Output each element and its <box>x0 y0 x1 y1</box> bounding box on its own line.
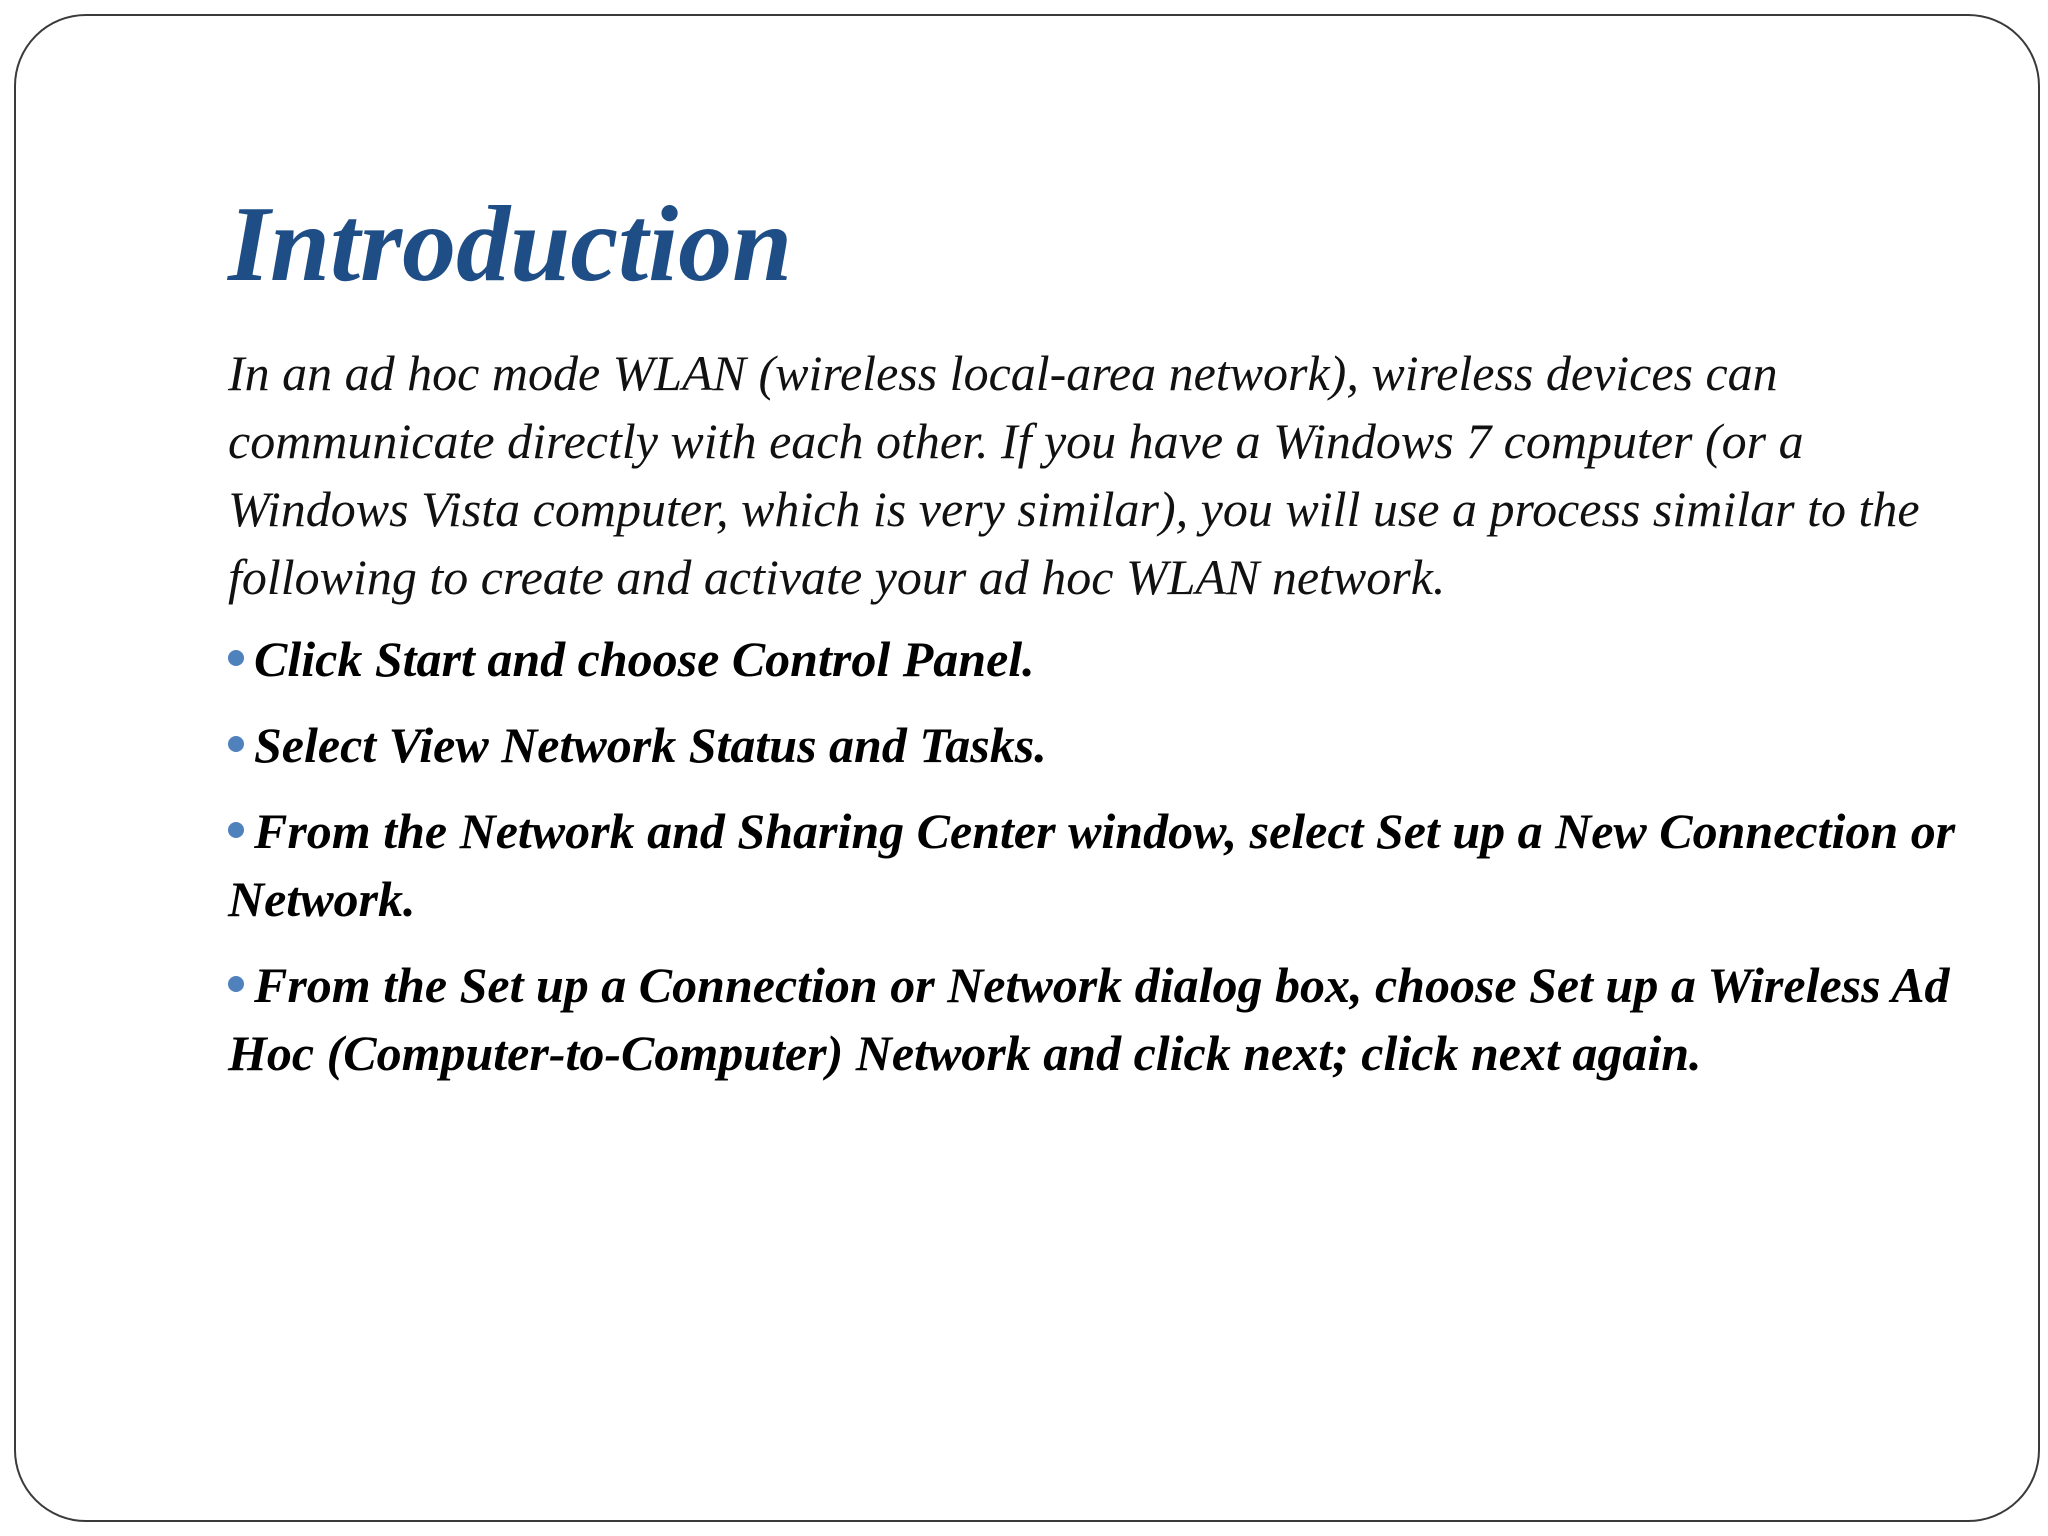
bullet-list <box>228 625 1958 1087</box>
bullet-dot-icon <box>228 650 244 666</box>
bullet-item <box>228 625 1958 693</box>
bullet-dot-icon <box>228 736 244 752</box>
bullet-text: Select View Network Status and Tasks. <box>254 716 1047 773</box>
bullet-item <box>228 951 1958 1087</box>
bullet-item <box>228 797 1958 933</box>
bullet-dot-icon <box>228 976 244 992</box>
slide-content <box>228 185 1956 1105</box>
bullet-text: From the Network and Sharing Center window, select Set up a New Connection or Network. <box>228 802 1956 927</box>
bullet-text: Click Start and choose Control Panel. <box>254 630 1035 687</box>
slide-title: Introduction <box>228 185 793 304</box>
bullet-text: From the Set up a Connection or Network dialog box, choose Set up a Wireless Ad Hoc (Computer-to-Computer) Network and click next; click next again. <box>228 956 1950 1081</box>
bullet-dot-icon <box>228 822 244 838</box>
slide-frame <box>14 14 2040 1522</box>
intro-paragraph: In an ad hoc mode WLAN (wireless local-area network), wireless devices can communicate directly with each other. If you have a Windows 7 computer (or a Windows Vista computer, which is very similar), you will use a process similar to the following to create and activate your ad hoc WLAN network. <box>228 344 1920 605</box>
bullet-item <box>228 711 1958 779</box>
